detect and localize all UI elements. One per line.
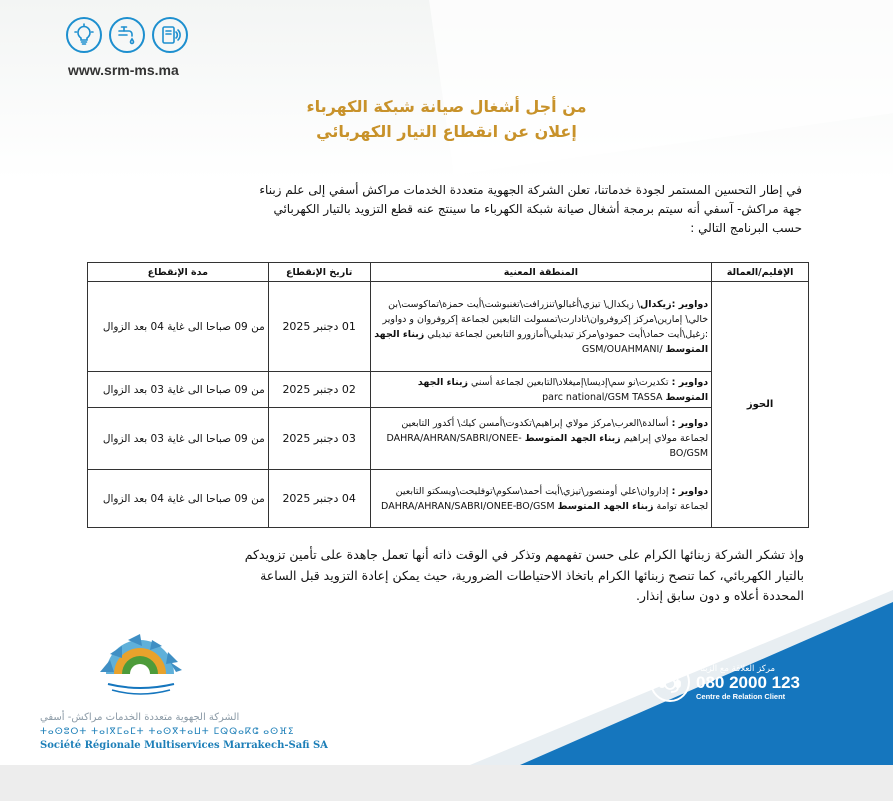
- zone-first: زيكدال: [640, 298, 672, 310]
- company-name-arabic: الشركة الجهوية متعددة الخدمات مراكش- أسفي: [40, 712, 240, 723]
- zone-label: دواوير :: [671, 418, 709, 429]
- date-cell: 04 دجنبر 2025: [268, 470, 370, 528]
- website-url: www.srm-ms.ma: [68, 62, 179, 78]
- zone-text: أسالدة\العرب\مركز مولاي إبراهيم\تكدوت\أمسن كيك\ أكدور التابعين لجماعة مولاي إبراهيم: [401, 418, 709, 444]
- zone-text: زيكدال\ تيزي\أغبالو\تنزرافت\تغنبوشت\أيت حمزة\تماكوست\بن خالي\ إمارين\مركز إكروفروان\تادارت\تمسولت التابعين لجماعة إكروفروان و دواوير :زغيل\أيت حماد\أيت حمودو\مركز تيديلي\أمازورو التابعين لجماعة تيديلي: [382, 298, 709, 340]
- zone-bold: زبناء الجهد المتوسط: [374, 328, 709, 355]
- header-region: الإقليم/العمالة: [712, 263, 809, 282]
- outro-line: المحددة أعلاه و دون سابق إنذار.: [635, 588, 804, 603]
- company-logo: [40, 628, 340, 758]
- header-zone: المنطقة المعنية: [370, 263, 712, 282]
- zone-bold: زبناء الجهد المتوسط: [524, 433, 621, 444]
- zone-text: إداروان\علي أومنصور\تيزي\أيت أحمد\سكوم\توفليحت\ويسكتو التابعين لجماعة توامة: [395, 485, 709, 512]
- header-duration: مدة الإنقطاع: [88, 263, 269, 282]
- zone-code: DAHRA/AHRAN/SABRI/ONEE-BO/GSM: [386, 433, 709, 459]
- header-date: تاريخ الإنقطاع: [268, 263, 370, 282]
- client-center-arabic: مركز العلاقة مع الزبناء: [696, 663, 776, 674]
- zone-text: تكديرت\نو سم\إديسا\إميغلاد\التابعين لجماعة أسني: [471, 376, 669, 388]
- zone-label: دواوير :: [671, 298, 709, 310]
- client-center-text: [696, 664, 800, 701]
- bottom-margin: [0, 765, 893, 801]
- duration-cell: من 09 صباحا الى غاية 03 بعد الزوال: [88, 408, 269, 470]
- outro-line: بالتيار الكهربائي، كما تنصح زبنائها الكرام باتخاذ الاحتياطات الضرورية، حيث يمكن إعادة التزويد قبل الساعة: [260, 567, 804, 583]
- company-name-french: Société Régionale Multiservices Marrakech-Safi SA: [40, 740, 328, 751]
- intro-line: جهة مراكش- آسفي أنه سيتم برمجة أشغال صيانة شبكة الكهرباء ما سينتج عنه قطع التزويد بالتيار الكهربائي: [273, 202, 802, 216]
- intro-line: في إطار التحسين المستمر لجودة خدماتنا، تعلن الشركة الجهوية متعددة الخدمات مراكش أسفي إلى علم زبناء: [259, 183, 802, 197]
- intro-line: حسب البرنامج التالي :: [690, 221, 802, 235]
- zone-label: دواوير :: [671, 376, 709, 388]
- client-center-french: Centre de Relation Client: [696, 691, 786, 701]
- date-cell: 03 دجنبر 2025: [268, 408, 370, 470]
- duration-cell: من 09 صباحا الى غاية 03 بعد الزوال: [88, 372, 269, 408]
- date-cell: 02 دجنبر 2025: [268, 372, 370, 408]
- zone-code: parc national/GSM TASSA: [542, 391, 663, 403]
- zone-cell: دواوير :زيكدال\ زيكدال\ تيزي\أغبالو\تنزرافت\تغنبوشت\أيت حمزة\تماكوست\بن خالي\ إمارين\مركز إكروفروان\تادارت\تمسولت التابعين لجماعة إكروفروان و دواوير :زغيل\أيت حماد\أيت حمودو\مركز تيديلي\أمازورو التابعين لجماعة تيديلي زبناء الجهد المتوسط GSM/OUAHMANI/: [370, 282, 712, 372]
- outro-line: وإذ تشكر الشركة زبنائها الكرام على حسن تفهمهم وتذكر في الوقت ذاته أنها تعمل جاهدة على تأمين تزويدكم: [244, 547, 804, 562]
- client-center: [650, 657, 800, 707]
- company-name-tifinagh: ⵜⴰⵙⵓⵔⵜ ⵜⴰⵏⴳⵎⴰⵎⵜ ⵜⴰⵙⴳⵜⴰⵡⵜ ⵎⵕⵕⴰⴽⵛ ⴰⵙⴼⵉ: [40, 727, 295, 737]
- zone-label: دواوير :: [671, 485, 709, 497]
- zone-bold: زبناء الجهد المتوسط: [417, 376, 709, 403]
- zone-code: GSM/OUAHMANI/: [581, 343, 663, 355]
- zone-code: DAHRA/AHRAN/SABRI/ONEE-BO/GSM: [381, 500, 555, 512]
- title-maintenance: من أجل أشغال صيانة شبكة الكهرباء: [306, 97, 587, 116]
- customer-service-icon: [650, 662, 690, 702]
- duration-cell: من 09 صباحا الى غاية 04 بعد الزوال: [88, 282, 269, 372]
- date-cell: 01 دجنبر 2025: [268, 282, 370, 372]
- logo-emblem-icon: [40, 628, 220, 708]
- zone-bold: زبناء الجهد المتوسط: [557, 500, 654, 512]
- title-outage-announcement: إعلان عن انقطاع التيار الكهربائي: [316, 122, 577, 141]
- client-phone-number: 080 2000 123: [696, 672, 800, 692]
- duration-cell: من 09 صباحا الى غاية 04 بعد الزوال: [88, 470, 269, 528]
- region-cell: الحوز: [712, 282, 809, 528]
